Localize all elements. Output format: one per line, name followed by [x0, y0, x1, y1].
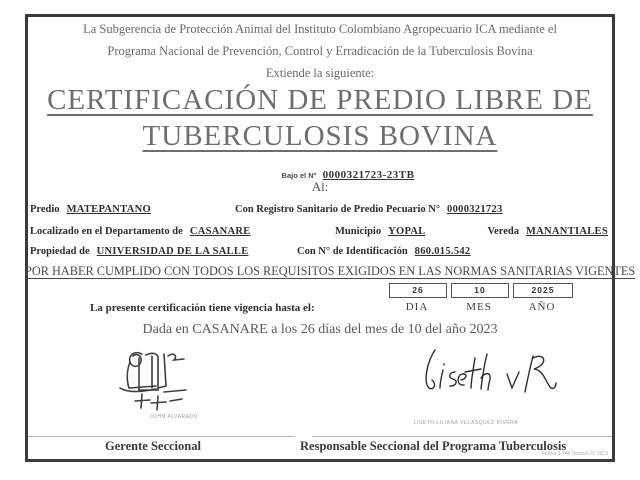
certificate-number-value: 0000321723-23TB	[322, 169, 415, 181]
field-propiedad-label: Propiedad de	[30, 246, 90, 257]
field-vereda-label: Vereda	[487, 226, 519, 237]
validity-day-box: 26	[389, 283, 447, 298]
compliance-statement	[25, 264, 636, 279]
header-line-3: Extiende la siguiente:	[265, 66, 375, 80]
signature-line-right	[312, 436, 612, 437]
field-identificacion-value: 860.015.542	[414, 246, 471, 257]
field-predio-value: MATEPANTANO	[66, 204, 151, 215]
field-municipio-value: YOPAL	[388, 226, 426, 237]
certificate-title-text-2: TUBERCULOSIS BOVINA	[142, 120, 498, 152]
signature-line-left	[28, 436, 295, 437]
signature-left-scribble	[112, 346, 232, 416]
field-registro-value: 0000321723	[447, 204, 503, 215]
role-right: Responsable Seccional del Programa Tuberculosis	[300, 439, 567, 453]
to-label: Al:	[311, 179, 329, 194]
field-municipio-label: Municipio	[335, 226, 382, 237]
validity-month-box: 10	[451, 283, 509, 298]
certificate-number-label: Bajo el N°	[281, 171, 317, 180]
field-departamento-label: Localizado en el Departamento de	[30, 226, 183, 237]
field-registro-label: Con Registro Sanitario de Predio Pecuario N°	[235, 204, 441, 215]
validity-label: La presente certificación tiene vigencia hasta el:	[90, 302, 315, 314]
role-left: Gerente Seccional	[105, 439, 201, 453]
field-predio	[30, 204, 151, 215]
field-identificacion-label: Con N° de Identificación	[297, 246, 408, 257]
certificate-title-line-1	[25, 84, 615, 117]
validity-year-label: AÑO	[528, 301, 556, 313]
certificate-title-text-1: CERTIFICACIÓN DE PREDIO LIBRE DE	[47, 84, 593, 116]
validity-year-box: 2025	[513, 283, 573, 298]
field-registro	[235, 204, 503, 215]
field-departamento	[30, 226, 251, 237]
validity-day-label: DIA	[405, 301, 429, 313]
signer-left-name: JOHN ALVARADO	[150, 414, 198, 420]
issued-statement: Dada en CASANARE a los 26 días del mes de 10 del año 2023	[142, 322, 498, 337]
field-municipio	[335, 226, 426, 237]
header-line-1: La Subgerencia de Protección Animal del Instituto Colombiano Agropecuario ICA mediante el	[83, 22, 557, 36]
compliance-statement-text: POR HABER CUMPLIDO CON TODOS LOS REQUISITOS EXIGIDOS EN LAS NORMAS SANITARIAS VIGENTES	[25, 264, 636, 278]
field-vereda-value: MANANTIALES	[525, 226, 608, 237]
field-propiedad	[30, 246, 249, 257]
signature-right-scribble	[413, 344, 563, 404]
field-departamento-value: CASANARE	[189, 226, 251, 237]
header-line-2: Programa Nacional de Prevención, Control y Erradicación de la Tuberculosis Bovina	[107, 44, 533, 58]
field-vereda	[487, 226, 608, 237]
field-identificacion	[297, 246, 470, 257]
form-code: Forma 3-744 Version 01 2013	[541, 451, 608, 457]
validity-month-label: MES	[466, 301, 492, 313]
field-predio-label: Predio	[30, 204, 60, 215]
field-propiedad-value: UNIVERSIDAD DE LA SALLE	[96, 246, 249, 257]
certificate-title-line-2	[25, 120, 615, 153]
signer-right-name: LISETH LILIANA VELASQUEZ RIVERA	[413, 420, 519, 426]
